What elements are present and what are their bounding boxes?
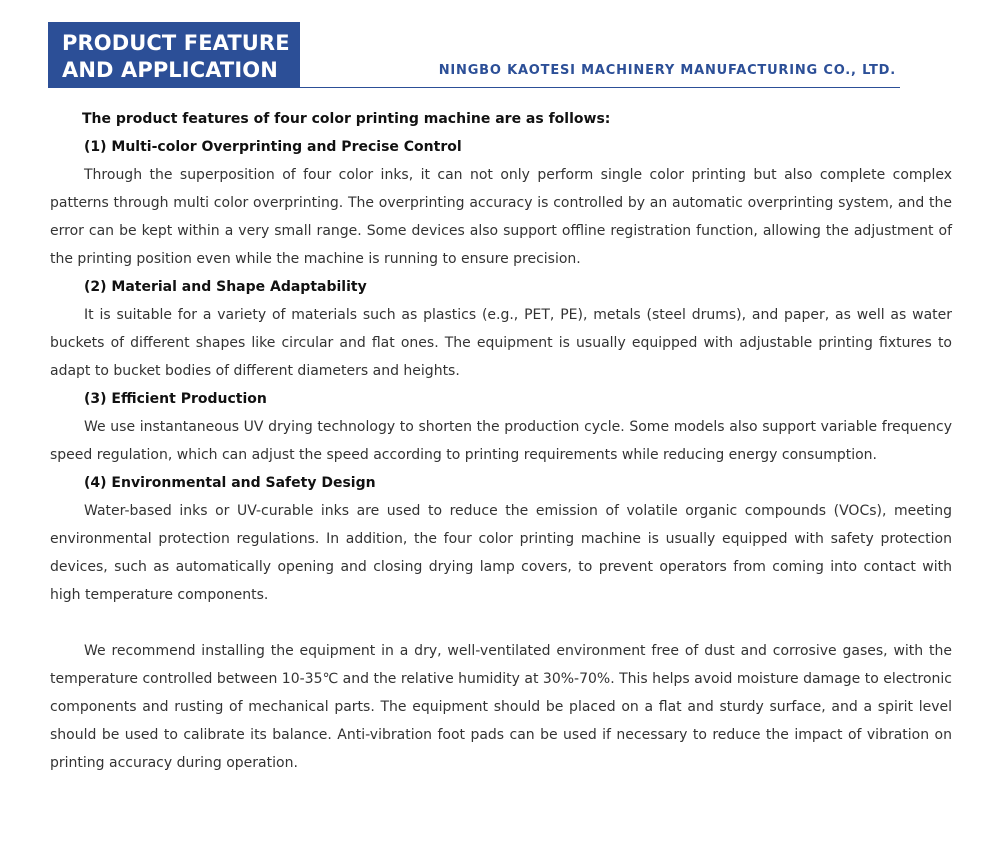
feature-heading: (4) Environmental and Safety Design <box>84 475 376 491</box>
feature-heading: (2) Material and Shape Adaptability <box>84 279 367 295</box>
feature-paragraph: We use instantaneous UV drying technology to shorten the production cycle. Some models also support variable frequency speed regulation, which can adjust the speed according to printing requirements while reducing energy consumption. <box>50 419 952 463</box>
feature-section-2 <box>50 273 952 385</box>
header-divider <box>300 87 900 88</box>
feature-heading: (3) Efficient Production <box>84 391 267 407</box>
feature-paragraph: Through the superposition of four color inks, it can not only perform single color printing but also complete complex patterns through multi color overprinting. The overprinting accuracy is controlled by an automatic overprinting system, and the error can be kept within a very small range. Some devices also support offline registration function, allowing the adjustment of the printing position even while the machine is running to ensure precision. <box>50 167 952 267</box>
feature-heading: (1) Multi-color Overprinting and Precise Control <box>84 139 462 155</box>
feature-section-3 <box>50 385 952 469</box>
page-header <box>48 22 900 88</box>
feature-section-1 <box>50 133 952 273</box>
company-name: NINGBO KAOTESI MACHINERY MANUFACTURING CO., LTD. <box>438 63 896 78</box>
paragraph-spacer <box>50 609 952 637</box>
section-title-box <box>48 22 300 88</box>
feature-paragraph: It is suitable for a variety of materials such as plastics (e.g., PET, PE), metals (steel drums), and paper, as well as water buckets of different shapes like circular and flat ones. The equipment is usually equipped with adjustable printing fixtures to adapt to bucket bodies of different diameters and heights. <box>50 307 952 379</box>
feature-paragraph: Water-based inks or UV-curable inks are used to reduce the emission of volatile organic compounds (VOCs), meeting environmental protection regulations. In addition, the four color printing machine is usually equipped with safety protection devices, such as automatically opening and closing drying lamp covers, to prevent operators from coming into contact with high temperature components. <box>50 503 952 603</box>
article-body <box>50 105 952 777</box>
intro-heading: The product features of four color printing machine are as follows: <box>82 111 611 127</box>
section-title-line-1: PRODUCT FEATURE <box>62 31 290 55</box>
section-title-line-2: AND APPLICATION <box>62 58 278 82</box>
installation-recommendation: We recommend installing the equipment in a dry, well-ventilated environment free of dust and corrosive gases, with the temperature controlled between 10-35℃ and the relative humidity at 30%-70%. This helps avoid moisture damage to electronic components and rusting of mechanical parts. The equipment should be placed on a flat and sturdy surface, and a spirit level should be used to calibrate its balance. Anti-vibration foot pads can be used if necessary to reduce the impact of vibration on printing accuracy during operation. <box>50 643 953 771</box>
feature-section-4 <box>50 469 952 609</box>
